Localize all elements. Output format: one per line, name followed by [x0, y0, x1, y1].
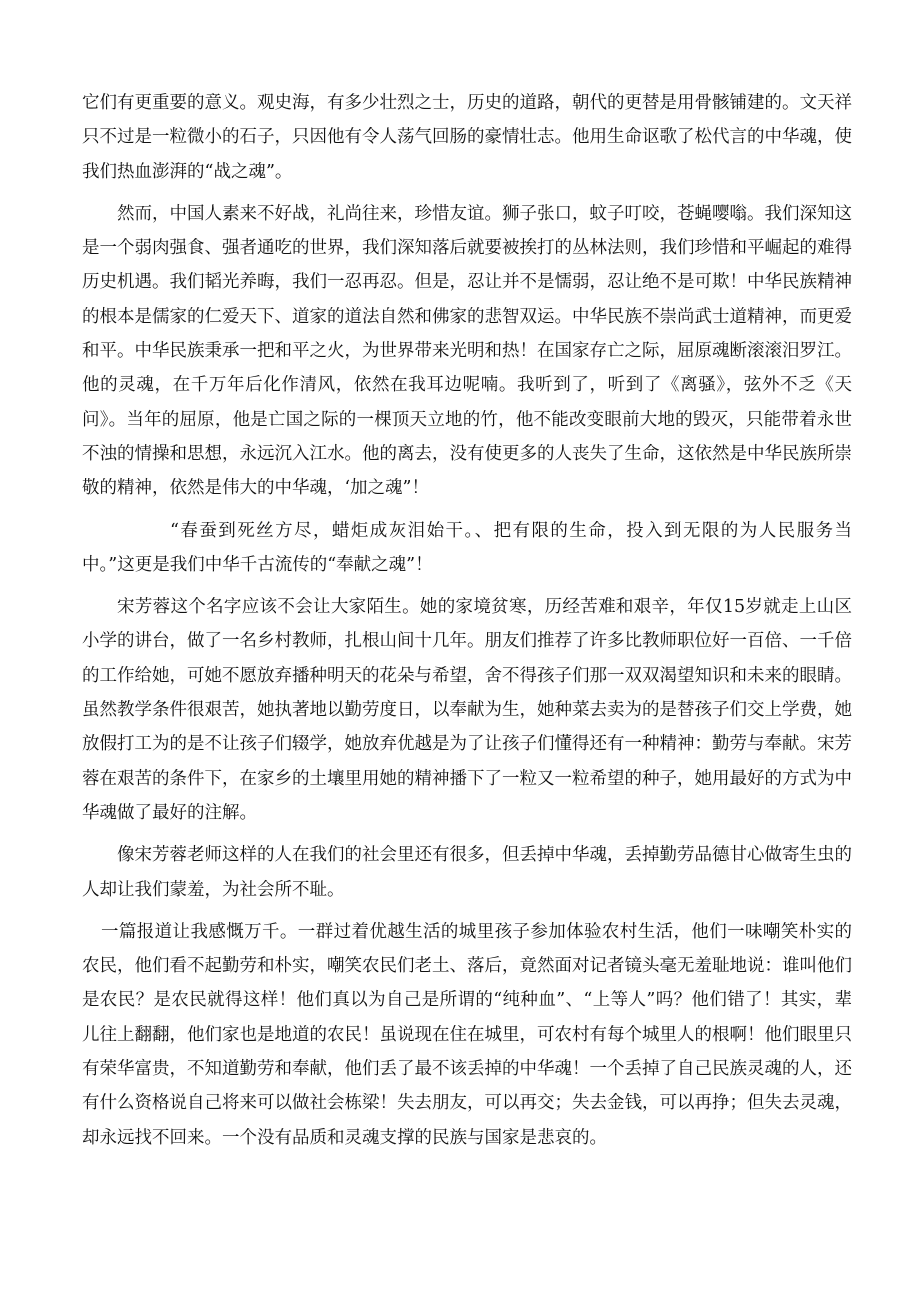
paragraph-report: 一篇报道让我感慨万千。一群过着优越生活的城里孩子参加体验农村生活，他们一味嘲笑朴实的农民，他们看不起勤劳和朴实，嘲笑农民们老土、落后，竟然面对记者镜头毫无羞耻地说：谁叫他们是农民？是农民就得这样！他们真以为自己是所谓的“纯种血”、“上等人”吗？他们错了！其实，辈儿往上翻翻，他们家也是地道的农民！虽说现在住在城里，可农村有每个城里人的根啊！他们眼里只有荣华富贵，不知道勤劳和奉献，他们丢了最不该丢掉的中华魂！一个丢掉了自己民族灵魂的人，还有什么资格说自己将来可以做社会栋梁！失去朋友，可以再交；失去金钱，可以再挣；但失去灵魂，却永远找不回来。一个没有品质和灵魂支撑的民族与国家是悲哀的。	[82, 921, 852, 1148]
paragraph-shame: 像宋芳蓉老师这样的人在我们的社会里还有很多，但丢掉中华魂，丢掉勤劳品德甘心做寄生虫的人却让我们蒙羞，为社会所不耻。	[82, 845, 852, 900]
paragraph-wen-tianxiang: 它们有更重要的意义。观史海，有多少壮烈之士，历史的道路，朝代的更替是用骨骸铺建的。文天祥只不过是一粒微小的石子，只因他有令人荡气回肠的豪情壮志。他用生命讴歌了松代言的中华魂，使我们热血澎湃的“战之魂”。	[82, 93, 852, 182]
document-page	[82, 86, 852, 1155]
paragraph-song-fangrong: 宋芳蓉这个名字应该不会让大家陌生。她的家境贫寒，历经苦难和艰辛，年仅15岁就走上山区小学的讲台，做了一名乡村教师，扎根山间十几年。朋友们推荐了许多比教师职位好一百倍、一千倍的工作给她，可她不愿放弃播种明天的花朵与希望，舍不得孩子们那一双双渴望知识和未来的眼睛。虽然教学条件很艰苦，她执著地以勤劳度日，以奉献为生，她种菜去卖为的是替孩子们交上学费，她放假打工为的是不让孩子们辍学，她放弃优越是为了让孩子们懂得还有一种精神：勤劳与奉献。宋芳蓉在艰苦的条件下，在家乡的土壤里用她的精神播下了一粒又一粒希望的种子，她用最好的方式为中华魂做了最好的注解。	[82, 597, 852, 823]
paragraph-qu-yuan: 然而，中国人素来不好战，礼尚往来，珍惜友谊。狮子张口，蚊子叮咬，苍蝇嘤嗡。我们深知这是一个弱肉强食、强者通吃的世界，我们深知落后就要被挨打的丛林法则，我们珍惜和平崛起的难得历史机遇。我们韬光养晦，我们一忍再忍。但是，忍让并不是懦弱，忍让绝不是可欺！中华民族精神的根本是儒家的仁爱天下、道家的道法自然和佛家的悲智双运。中华民族不崇尚武士道精神，而更爱和平。中华民族秉承一把和平之火，为世界带来光明和热！在国家存亡之际，屈原魂断滚滚汨罗江。他的灵魂，在千万年后化作清风，依然在我耳边呢喃。我听到了，听到了《离骚》，弦外不乏《天问》。当年的屈原，他是亡国之际的一棵顶天立地的竹，他不能改变眼前大地的毁灭，只能带着永世不浊的情操和思想，永远沉入江水。他的离去，没有使更多的人丧失了生命，这依然是中华民族所崇敬的精神，依然是伟大的中华魂，‘加之魂”！	[82, 203, 852, 499]
paragraph-poem-quote: “春蚕到死丝方尽，蜡炬成灰泪始干。、把有限的生命，投入到无限的为人民服务当中。”这更是我们中华千古流传的“奉献之魂”！	[82, 520, 852, 575]
